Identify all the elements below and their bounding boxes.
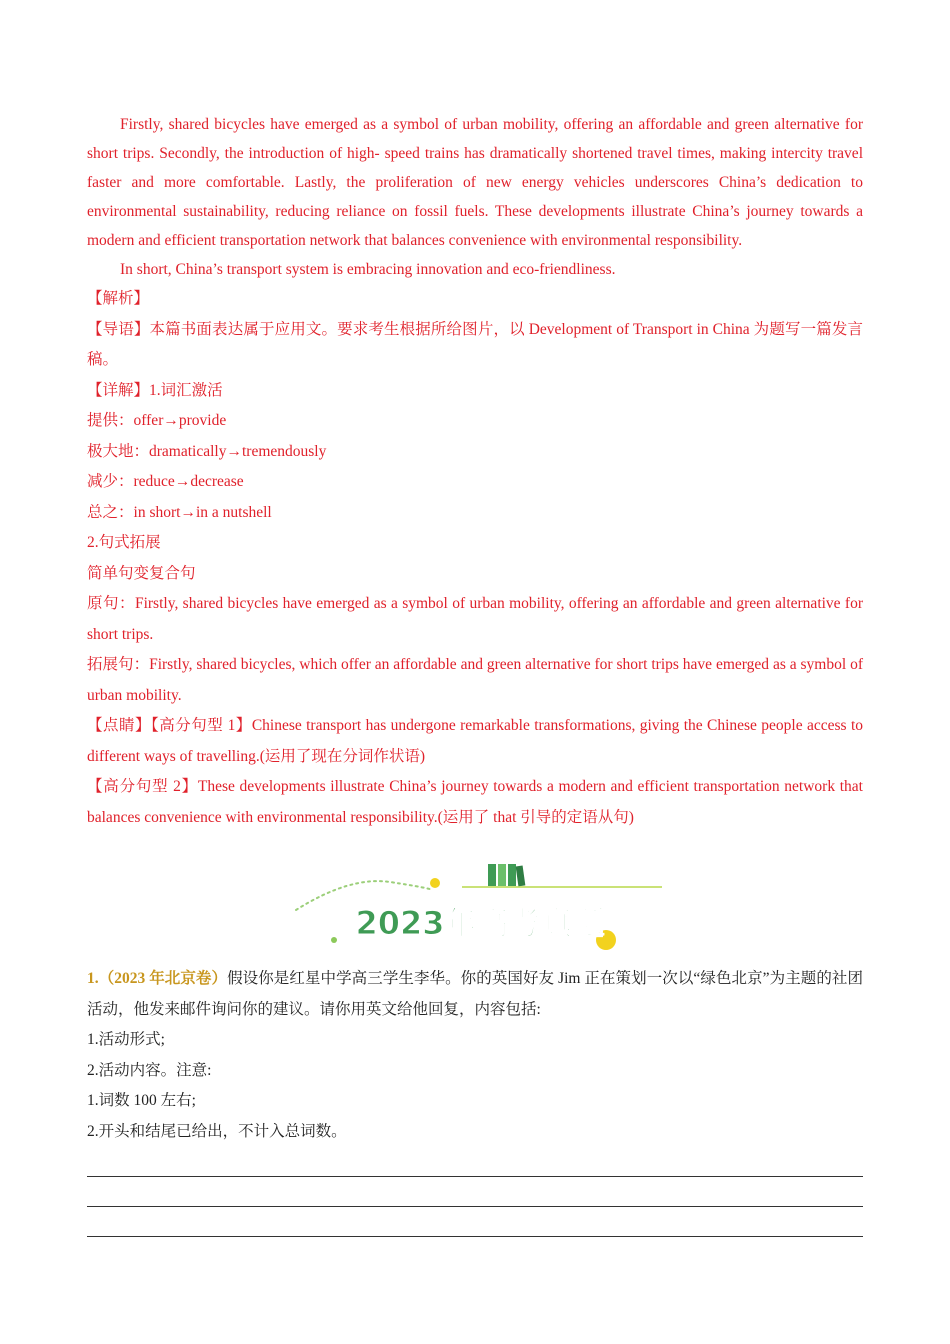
question-prompt: 1.（2023 年北京卷）假设你是红星中学高三学生李华。你的英国好友 Jim 正在策划一次以“绿色北京”为主题的社团活动，他发来邮件询问你的建议。请你用英文给他回复，内容包括:	[87, 970, 863, 1018]
answer-section	[87, 110, 863, 833]
question-item: 1.活动形式;	[87, 1031, 165, 1048]
question-section	[87, 964, 863, 1237]
essay-paragraph-1: Firstly, shared bicycles have emerged as a symbol of urban mobility, offering an affordable and green alternative for short trips. Secondly, the introduction of high- speed trains has dramatically shortened travel times, making intercity travel faster and more comfortable. Lastly, the proliferation of new energy vehicles underscores China’s dedication to environmental sustainability, reducing reliance on fossil fuels. These developments illustrate China’s journey towards a modern and efficient transportation network that balances convenience with environmental responsibility.	[87, 116, 863, 249]
analysis-intro: 【导语】本篇书面表达属于应用文。要求考生根据所给图片，以 Development of Transport in China 为题写一篇发言稿。	[87, 320, 863, 368]
answer-line[interactable]	[87, 1177, 863, 1207]
essay-paragraph-2: In short, China’s transport system is embracing innovation and eco-friendliness.	[120, 261, 616, 278]
yellow-dot	[430, 878, 440, 888]
question-item: 2.开头和结尾已给出，不计入总词数。	[87, 1122, 347, 1140]
extended-sentence: 拓展句：Firstly, shared bicycles, which offer an affordable and green alternative for short trips have emerged as a symbol of urban mobility.	[87, 656, 863, 704]
high-score-sentence-2: 【高分句型 2】These developments illustrate China’s journey towards a modern and efficient transportation network that balances convenience with environmental responsibility.(运用了 that 引导的定语从句)	[87, 778, 863, 826]
section-banner	[290, 858, 670, 954]
vocab-item: 提供：offer→provide	[87, 412, 227, 429]
vocab-item: 总之：in short→in a nutshell	[87, 503, 272, 521]
vocab-item: 减少：reduce→decrease	[87, 473, 244, 490]
high-score-sentence-1: 【点睛】【高分句型 1】Chinese transport has undergone remarkable transformations, giving the Chinese people access to different ways of travelling.(运用了现在分词作状语)	[87, 717, 863, 765]
green-dot	[331, 937, 337, 943]
answer-line[interactable]	[87, 1207, 863, 1237]
sentence-title: 2.句式拓展	[87, 534, 161, 551]
vocab-item: 极大地：dramatically→tremendously	[87, 442, 327, 460]
analysis-detail: 【详解】1.词汇激活	[87, 381, 223, 399]
question-item: 1.词数 100 左右;	[87, 1092, 196, 1109]
answer-line[interactable]	[87, 1147, 863, 1177]
question-item: 2.活动内容。注意:	[87, 1061, 212, 1079]
sentence-subtitle: 简单句变复合句	[87, 564, 196, 582]
analysis-heading: 【解析】	[87, 290, 150, 307]
banner-title: 2023年高考真题	[355, 904, 605, 942]
original-sentence: 原句：Firstly, shared bicycles have emerged as a symbol of urban mobility, offering an affordable and green alternative for short trips.	[87, 595, 863, 643]
books-icon	[488, 864, 525, 886]
